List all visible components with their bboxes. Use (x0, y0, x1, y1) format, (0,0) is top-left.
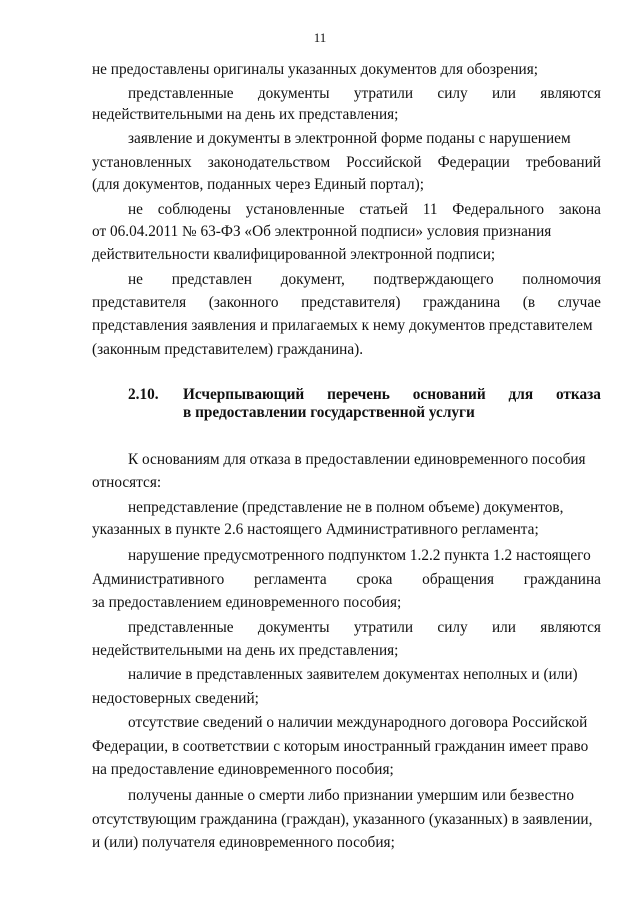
text-line: (для документов, поданных через Единый портал); (92, 176, 425, 193)
page-number: 11 (313, 30, 327, 45)
text-line-justified (128, 618, 601, 638)
text-line-justified (92, 153, 601, 173)
text-line-justified (92, 293, 601, 313)
text-line: на предоставление единовременного пособия; (92, 761, 394, 778)
section-number: 2.10. (128, 386, 159, 403)
word: утратили (353, 85, 414, 102)
word: закона (558, 201, 601, 218)
word: (в (522, 294, 536, 311)
word: гражданина (523, 571, 601, 588)
text-line: получены данные о смерти либо признании умершим или безвестно (128, 787, 574, 804)
word: установленных (92, 154, 192, 171)
word: регламента (253, 571, 327, 588)
word: документы (257, 85, 330, 102)
text-line: нарушение предусмотренного подпунктом 1.2.2 пункта 1.2 настоящего (128, 547, 591, 564)
word: срока (356, 571, 393, 588)
word: или (491, 85, 516, 102)
word: или (491, 619, 516, 636)
text-line: недействительными на день их представления; (92, 106, 399, 123)
text-line: (законным представителем) гражданина). (92, 341, 364, 358)
word: утратили (353, 619, 414, 636)
word: 11 (422, 201, 438, 218)
heading-word: отказа (555, 386, 601, 403)
word: являются (540, 85, 601, 102)
word: соблюдены (157, 201, 231, 218)
word: Федерации (437, 154, 510, 171)
word: гражданина (422, 294, 501, 311)
word: статьей (359, 201, 408, 218)
text-line: заявление и документы в электронной форме поданы с нарушением (128, 130, 571, 147)
word: представителя) (301, 294, 401, 311)
word: случае (557, 294, 601, 311)
text-line: действительности квалифицированной электронной подписи; (92, 246, 496, 263)
word: представителя (92, 294, 187, 311)
word: установленные (245, 201, 345, 218)
text-line-justified (92, 570, 601, 590)
word: (законного (208, 294, 279, 311)
word: полномочия (522, 271, 601, 288)
word: Административного (92, 571, 225, 588)
text-line: Федерации, в соответствии с которым иностранный гражданин имеет право (92, 738, 589, 755)
heading-word: оснований (412, 386, 486, 403)
word: представлен (171, 271, 252, 288)
word: Российской (346, 154, 422, 171)
text-line: К основаниям для отказа в предоставлении единовременного пособия (128, 451, 586, 468)
text-line: недействительными на день их представления; (92, 642, 399, 659)
word: документ, (280, 271, 345, 288)
text-line: непредставление (представление не в полном объеме) документов, (128, 499, 564, 516)
section-heading-line: в предоставлении государственной услуги (183, 404, 475, 421)
heading-word: для (508, 386, 534, 403)
word: не (128, 201, 143, 218)
word: силу (437, 85, 468, 102)
text-line-justified (128, 270, 601, 290)
text-line: наличие в представленных заявителем документах неполных и (или) (128, 666, 578, 683)
text-line: представления заявления и прилагаемых к нему документов представителем (92, 317, 593, 334)
word: требований (525, 154, 601, 171)
text-line: недостоверных сведений; (92, 690, 259, 707)
text-line: за предоставлением единовременного пособия; (92, 594, 402, 611)
word: Федерального (452, 201, 545, 218)
heading-word: перечень (327, 386, 390, 403)
text-line-justified (128, 200, 601, 220)
text-line: указанных в пункте 2.6 настоящего Административного регламента; (92, 521, 539, 538)
word: силу (437, 619, 468, 636)
text-line: от 06.04.2011 № 63-ФЗ «Об электронной подписи» условия признания (92, 223, 552, 240)
word: обращения (422, 571, 495, 588)
text-line: относятся: (92, 474, 162, 491)
section-heading-line (183, 385, 601, 405)
word: подтверждающего (373, 271, 494, 288)
word: документы (257, 619, 330, 636)
word: являются (540, 619, 601, 636)
text-line: отсутствие сведений о наличии международного договора Российской (128, 714, 588, 731)
word: представленные (128, 85, 234, 102)
heading-word: Исчерпывающий (183, 386, 305, 403)
word: представленные (128, 619, 234, 636)
word: не (128, 271, 143, 288)
text-line: отсутствующим гражданина (граждан), указанного (указанных) в заявлении, (92, 811, 593, 828)
text-line: и (или) получателя единовременного пособия; (92, 834, 395, 851)
text-line-justified (128, 84, 601, 104)
text-line: не предоставлены оригиналы указанных документов для обозрения; (92, 61, 539, 78)
word: законодательством (207, 154, 331, 171)
